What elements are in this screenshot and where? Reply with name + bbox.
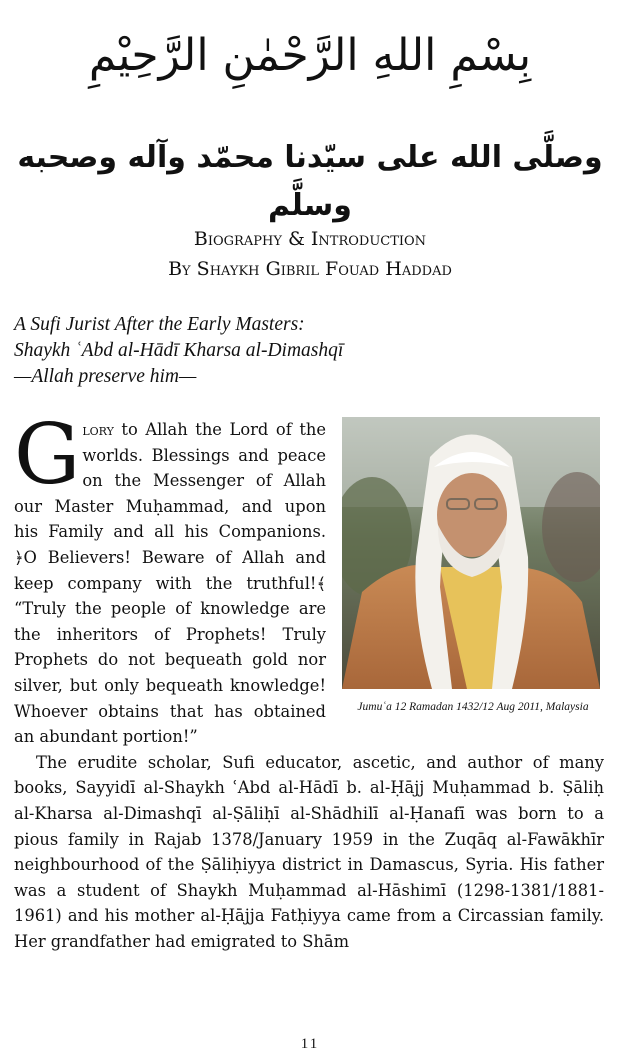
opening-paragraph-text: to Allah the Lord of the worlds. Blessings and peace on the Messenger of Allah our Master Muḥammad, and upon his Family and all his Companions. ﴿O Believers! Beware of Allah and keep company with the truthful!﴾ “Truly the people of knowledge are the inheritors of Prophets! Truly Prophets do not bequeath gold nor silver, but only bequeath knowledge! Whoever obtains that has obtained an abundant portion!” <box>14 420 326 747</box>
drop-cap: G <box>14 406 81 503</box>
chapter-title-line1: Biography & Introduction <box>193 228 427 250</box>
body-text <box>14 406 604 954</box>
subtitle-line2: Shaykh ʿAbd al-Hādī Kharsa al-Dimashqī <box>14 340 344 361</box>
lead-word: lory <box>82 420 114 439</box>
portrait-photo <box>342 417 600 689</box>
portrait-figure <box>342 417 604 721</box>
chapter-subtitle <box>14 312 343 390</box>
chapter-title-line2: By Shaykh Gibril Fouad Haddad <box>168 258 452 280</box>
subtitle-line3: —Allah preserve him— <box>14 366 197 387</box>
salawat-heading: وصلَّى الله على سيّدنا محمّد وآله وصحبه وسلَّم <box>17 140 603 223</box>
page-number: 11 <box>300 1036 320 1052</box>
biography-paragraph: The erudite scholar, Sufi educator, ascetic, and author of many books, Sayyidī al-Shaykh ʿAbd al-Hādī b. al-Ḥājj Muḥammad b. Ṣāliḥ al-Kharsa al-Dimashqī al-Ṣāliḥī al-Shādhilī al-Ḥanafī was born to a pious family in Rajab 1378/January 1959 in the Zuqāq al-Fawākhīr neighbourhood of the Ṣāliḥiyya district in Damascus, Syria. His father was a student of Shaykh Muḥammad al-Hāshimī (1298-1381/1881-1961) and his mother al-Ḥājja Fatḥiyya came from a Circassian family. Her grandfather had emigrated to Shām <box>14 752 604 951</box>
basmala-calligraphy: بِسْمِ اللهِ الرَّحْمٰنِ الرَّحِيْمِ <box>88 30 532 81</box>
chapter-title <box>0 224 620 284</box>
subtitle-line1: A Sufi Jurist After the Early Masters: <box>14 314 305 335</box>
photo-caption: Jumuʿa 12 Ramadan 1432/12 Aug 2011, Malaysia <box>357 701 589 713</box>
